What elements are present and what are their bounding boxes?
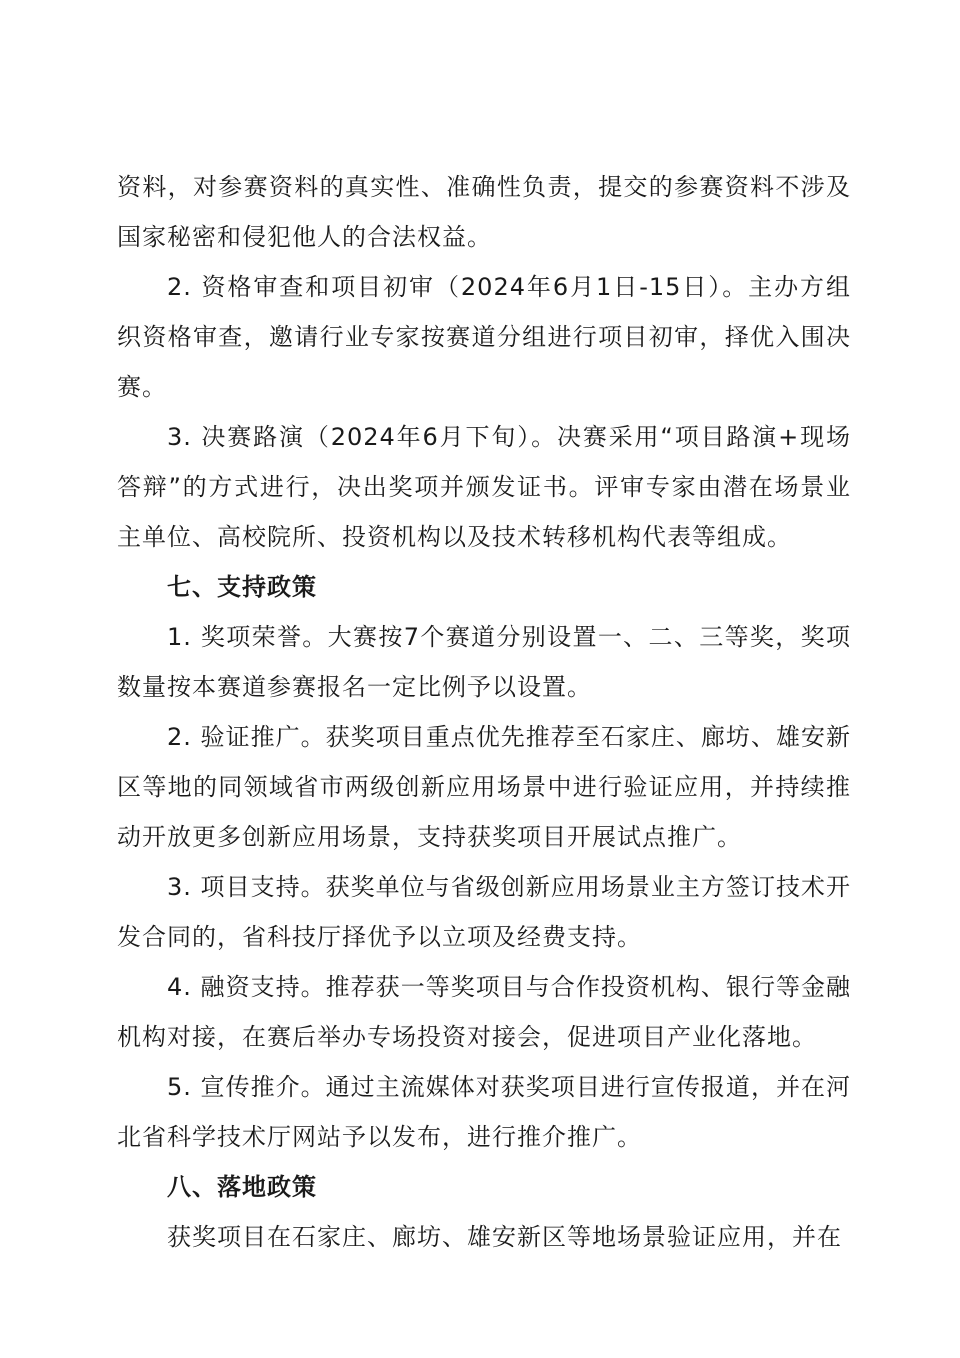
paragraph-validation-promotion: 2. 验证推广。获奖项目重点优先推荐至石家庄、廊坊、雄安新区等地的同领域省市两级创新应用场景中进行验证应用，并持续推动开放更多创新应用场景，支持获奖项目开展试点推广。 (117, 723, 851, 851)
document-body (117, 162, 851, 1262)
paragraph-qualification-review: 2. 资格审查和项目初审（2024年6月1日-15日）。主办方组织资格审查，邀请行业专家按赛道分组进行项目初审，择优入围决赛。 (117, 273, 851, 401)
section-heading-support-policy: 七、支持政策 (167, 573, 317, 601)
section-heading-landing-policy: 八、落地政策 (167, 1173, 317, 1201)
paragraph-award-honor: 1. 奖项荣誉。大赛按7个赛道分别设置一、二、三等奖，奖项数量按本赛道参赛报名一定比例予以设置。 (117, 623, 851, 701)
paragraph-landing-intro: 获奖项目在石家庄、廊坊、雄安新区等地场景验证应用，并在 (167, 1223, 842, 1251)
paragraph-project-support: 3. 项目支持。获奖单位与省级创新应用场景业主方签订技术开发合同的，省科技厅择优予以立项及经费支持。 (117, 873, 851, 951)
paragraph-final-roadshow: 3. 决赛路演（2024年6月下旬）。决赛采用“项目路演+现场答辩”的方式进行，决出奖项并颁发证书。评审专家由潜在场景业主单位、高校院所、投资机构以及技术转移机构代表等组成。 (117, 423, 851, 551)
paragraph-continuation: 资料，对参赛资料的真实性、准确性负责，提交的参赛资料不涉及国家秘密和侵犯他人的合法权益。 (117, 173, 851, 251)
paragraph-financing-support: 4. 融资支持。推荐获一等奖项目与合作投资机构、银行等金融机构对接，在赛后举办专场投资对接会，促进项目产业化落地。 (117, 973, 851, 1051)
paragraph-publicity: 5. 宣传推介。通过主流媒体对获奖项目进行宣传报道，并在河北省科学技术厅网站予以发布，进行推介推广。 (117, 1073, 851, 1151)
